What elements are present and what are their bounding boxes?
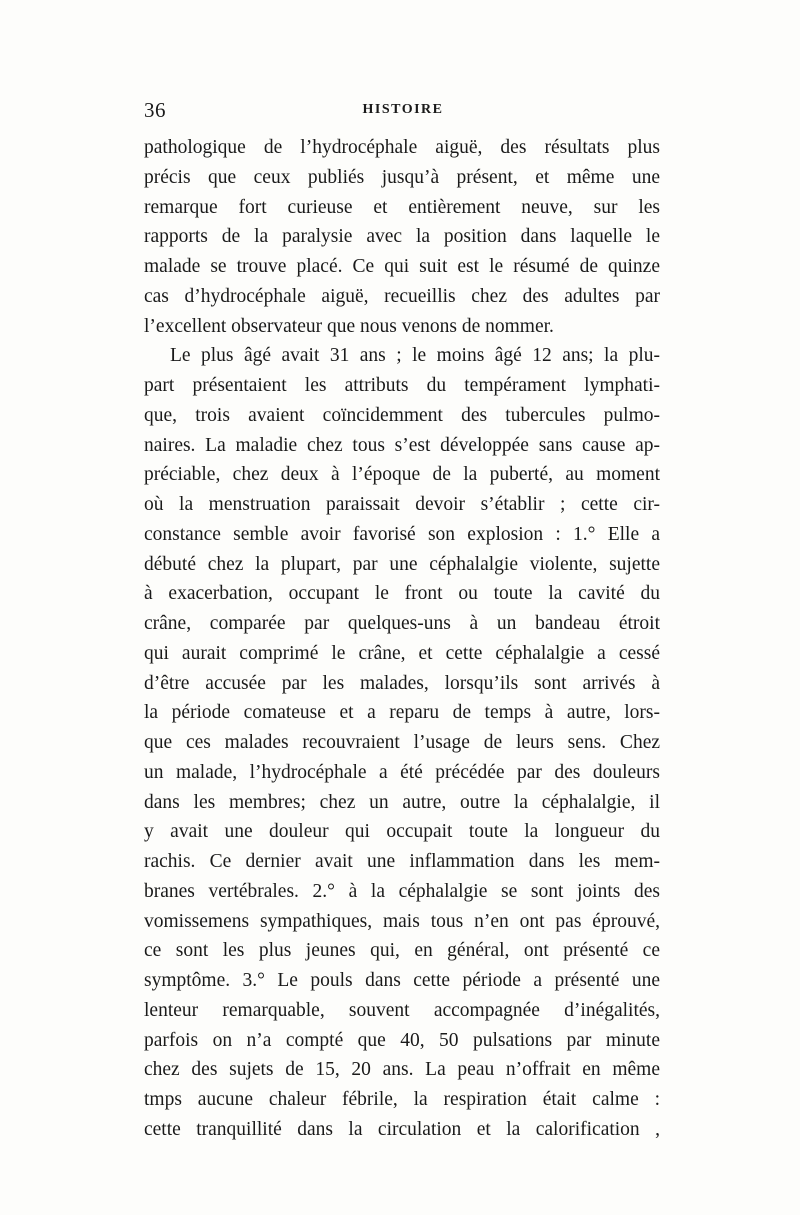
text-line: débuté chez la plupart, par une céphalalgie violente, sujette	[144, 553, 660, 575]
text-line: naires. La maladie chez tous s’est développée sans cause ap-	[144, 434, 660, 456]
text-line: tmps aucune chaleur fébrile, la respiration était calme :	[144, 1089, 660, 1110]
text-line: ce sont les plus jeunes qui, en général, ont présenté ce	[144, 940, 660, 962]
text-line: cas d’hydrocéphale aiguë, recueillis chez des adultes par	[144, 285, 660, 307]
page-number: 36	[144, 98, 166, 122]
text-line: crâne, comparée par quelques-uns à un bandeau étroit	[144, 613, 660, 634]
text-line: lenteur remarquable, souvent accompagnée d’inégalités,	[144, 999, 660, 1021]
text-line: rapports de la paralysie avec la position dans laquelle le	[144, 226, 660, 248]
running-head	[144, 98, 662, 128]
text-line: dans les membres; chez un autre, outre la céphalalgie, il	[144, 791, 660, 813]
text-line: constance semble avoir favorisé son explosion : 1.° Elle a	[144, 523, 660, 545]
text-line: Le plus âgé avait 31 ans ; le moins âgé 12 ans; la plu-	[170, 345, 660, 367]
running-title: HISTOIRE	[362, 102, 444, 117]
text-line: branes vertébrales. 2.° à la céphalalgie se sont joints des	[144, 880, 660, 902]
text-line: malade se trouve placé. Ce qui suit est le résumé de quinze	[144, 256, 660, 277]
text-line: parfois on n’a compté que 40, 50 pulsations par minute	[144, 1029, 660, 1051]
text-line: que ces malades recouvraient l’usage de leurs sens. Chez	[144, 732, 660, 753]
paragraph-1	[144, 133, 660, 341]
text-line: pathologique de l’hydrocéphale aiguë, des résultats plus	[144, 137, 660, 158]
text-line: remarque fort curieuse et entièrement neuve, sur les	[144, 196, 660, 218]
text-line: que, trois avaient coïncidemment des tubercules pulmo-	[144, 404, 660, 426]
text-line: part présentaient les attributs du tempérament lymphati-	[144, 375, 660, 396]
text-line: d’être accusée par les malades, lorsqu’ils sont arrivés à	[144, 672, 660, 694]
body-text	[144, 133, 660, 1145]
text-line: qui aurait comprimé le crâne, et cette céphalalgie a cessé	[144, 642, 660, 664]
text-line: préciable, chez deux à l’époque de la puberté, au moment	[144, 464, 660, 486]
text-line: vomissemens sympathiques, mais tous n’en ont pas éprouvé,	[144, 910, 660, 932]
text-line: cette tranquillité dans la circulation et la calorification ,	[144, 1118, 660, 1140]
paragraph-2	[144, 341, 660, 1144]
text-line: rachis. Ce dernier avait une inflammation dans les mem-	[144, 851, 660, 872]
text-line: symptôme. 3.° Le pouls dans cette période a présenté une	[144, 970, 660, 991]
text-line: la période comateuse et a reparu de temps à autre, lors-	[144, 702, 660, 724]
text-line: où la menstruation paraissait devoir s’établir ; cette cir-	[144, 494, 660, 515]
text-line: précis que ceux publiés jusqu’à présent, et même une	[144, 166, 660, 188]
text-line: l’excellent observateur que nous venons de nommer.	[144, 315, 554, 337]
text-line: à exacerbation, occupant le front ou toute la cavité du	[144, 583, 660, 605]
text-line: chez des sujets de 15, 20 ans. La peau n’offrait en même	[144, 1059, 660, 1081]
text-line: y avait une douleur qui occupait toute la longueur du	[144, 821, 660, 843]
text-line: un malade, l’hydrocéphale a été précédée par des douleurs	[144, 761, 660, 783]
